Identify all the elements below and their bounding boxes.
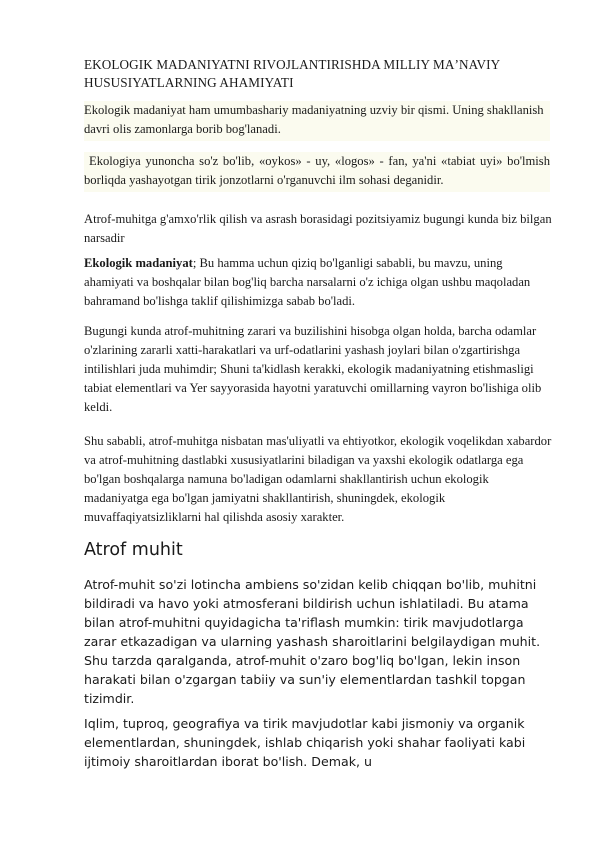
- paragraph-intro: Atrof-muhitga g'amxo'rlik qilish va asrash borasidagi pozitsiyamiz bugungi kunda biz bilgan narsadir: [84, 212, 552, 245]
- highlighted-paragraph-definition: Ekologik madaniyat ham umumbashariy madaniyatning uzviy bir qismi. Uning shakllanish davri olis zamonlarga borib bog'lanadi.: [84, 101, 550, 141]
- section-heading: Atrof muhit: [84, 540, 183, 560]
- paragraph-society: Shu sababli, atrof-muhitga nisbatan mas'uliyatli va ehtiyotkor, ekologik voqelikdan xabardor va atrof-muhitning dastlabki xususiyatlarini biladigan va yaxshi ekologik odatlarga ega bo'lgan boshqalarga namuna bo'ladigan odamlarni shakllantirish uchun ekologik madaniyatga ega bo'lgan jamiyatni shakllantirish, shuningdek, ekologik muvaffaqiyatsizliklarni hal qilishda asosiy xarakter.: [84, 434, 552, 524]
- title-line-2: HUSUSIYATLARNING AHAMIYATI: [84, 75, 294, 90]
- document-title: [84, 56, 544, 92]
- section-paragraph-2: Iqlim, tuproq, geografiya va tirik mavjudotlar kabi jismoniy va organik elementlardan, shuningdek, ishlab chiqarish yoki shahar faoliyati kabi ijtimoiy sharoitlardan iborat bo'lish. Demak, u: [84, 716, 526, 769]
- paragraph-environment-damage: Bugungi kunda atrof-muhitning zarari va buzilishini hisobga olgan holda, barcha odamlar o'zlarining zararli xatti-harakatlari va urf-odatlarini yashash joylari bilan o'zgartirishga intilishlari juda muhimdir; Shuni ta'kidlash kerakki, ekologik madaniyatning etishmasligi tabiat elementlari va Yer sayyorasida hayotni yaratuvchi omillarning vayron bo'lishiga olib keldi.: [84, 324, 542, 414]
- paragraph-ecological-culture: [84, 254, 554, 311]
- bold-term: Ekologik madaniyat: [84, 256, 193, 270]
- paragraph-ecological-culture-text: ; Bu hamma uchun qiziq bo'lganligi sababli, bu mavzu, uning ahamiyati va boshqalar bilan bog'liq barcha narsalarni o'z ichiga olgan ushbu maqoladan bahramand bo'lishga taklif qilishimizga sabab bo'ladi.: [84, 256, 531, 308]
- highlighted-paragraph-etymology: Ekologiya yunoncha so'z bo'lib, «oykos» - uy, «logos» - fan, ya'ni «tabiat uyi» bo'lmish borliqda yashayotgan tirik jonzotlarni o'rganuvchi ilm sohasi deganidir.: [84, 152, 550, 192]
- title-line-1: EKOLOGIK MADANIYATNI RIVOJLANTIRISHDA MILLIY MAʼNAVIY: [84, 57, 501, 72]
- section-paragraph-1: Atrof-muhit so'zi lotincha ambiens so'zidan kelib chiqqan bo'lib, muhitni bildiradi va havo yoki atmosferani bildirish uchun ishlatiladi. Bu atama bilan atrof-muhitni quyidagicha ta'riflash mumkin: tirik mavjudotlarga zarar etkazadigan va ularning yashash sharoitlarini belgilaydigan muhit. Shu tarzda qaralganda, atrof-muhit o'zaro bog'liq bo'lgan, lekin inson harakati bilan o'zgargan tabiiy va sun'iy elementlardan tashkil topgan tizimdir.: [84, 577, 541, 706]
